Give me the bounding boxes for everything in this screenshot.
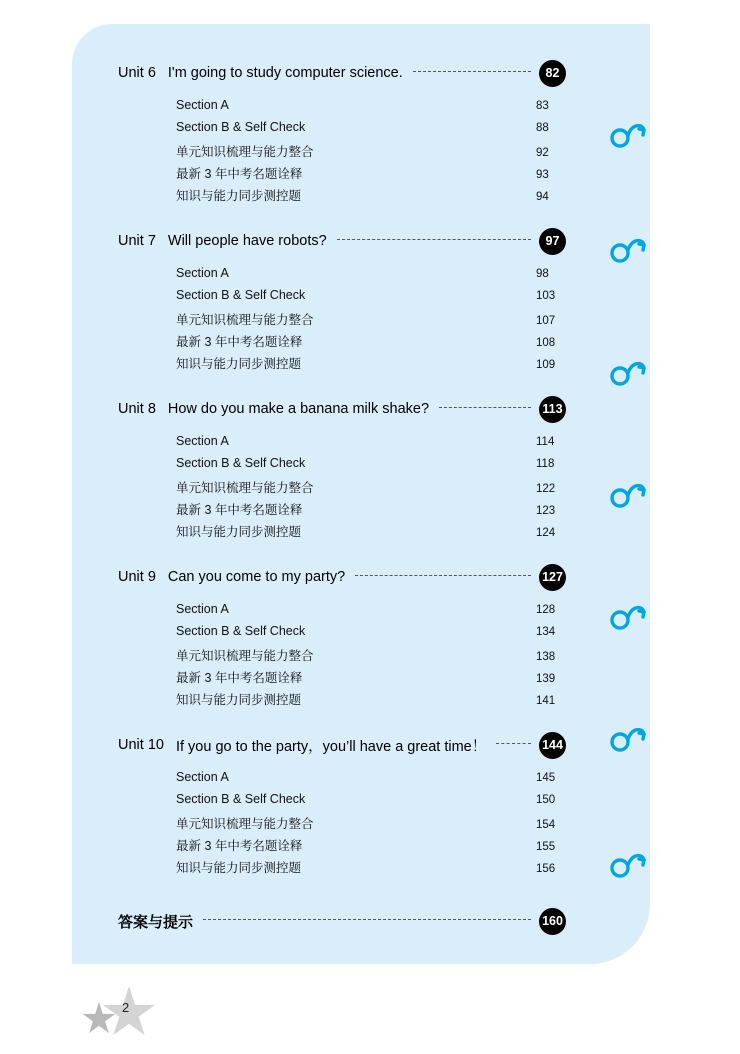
toc-sub-list: [118, 770, 566, 880]
sub-item-page: 145: [536, 772, 556, 784]
leader-dots: [413, 71, 531, 72]
list-item[interactable]: [118, 478, 566, 500]
list-item[interactable]: [118, 858, 566, 880]
sub-item-page: 98: [536, 268, 549, 280]
unit-page-badge: 127: [539, 564, 566, 591]
list-item[interactable]: [118, 602, 566, 624]
sub-item-label: 单元知识梳理与能力整合: [176, 481, 314, 495]
sub-item-label: 知识与能力同步测控题: [176, 861, 302, 875]
list-item[interactable]: [118, 164, 566, 186]
sub-item-label: Section B & Self Check: [176, 456, 306, 470]
swirl-icon: [608, 233, 648, 267]
sub-item-page: 94: [536, 191, 549, 203]
list-item[interactable]: [118, 332, 566, 354]
sub-item-label: Section A: [176, 434, 229, 448]
sub-item-page: 156: [536, 863, 556, 875]
answer-page-badge: 160: [539, 908, 566, 935]
list-item[interactable]: [118, 836, 566, 858]
swirl-icon: [608, 118, 648, 152]
leader-dots: [337, 239, 531, 240]
swirl-icon: [608, 722, 648, 756]
list-item[interactable]: [118, 792, 566, 814]
unit-label: Unit 6: [118, 65, 156, 81]
toc-sub-list: [118, 266, 566, 376]
page-footer: [74, 986, 194, 1038]
sub-item-page: 139: [536, 673, 556, 685]
sub-item-page: 114: [536, 436, 555, 448]
list-item[interactable]: [118, 186, 566, 208]
unit-title: Will people have robots?: [167, 233, 327, 249]
toc-list: [118, 58, 566, 936]
list-item[interactable]: [118, 500, 566, 522]
leader-dots: [439, 407, 531, 408]
unit-page-badge: 82: [539, 60, 566, 87]
unit-label: Unit 8: [118, 401, 156, 417]
list-item[interactable]: [118, 624, 566, 646]
sub-item-label: 单元知识梳理与能力整合: [176, 817, 314, 831]
list-item[interactable]: [118, 522, 566, 544]
answer-section-label: 答案与提示: [118, 913, 194, 931]
swirl-icon: [608, 478, 648, 512]
list-item[interactable]: [118, 266, 566, 288]
sub-item-page: 150: [536, 794, 556, 806]
list-item[interactable]: [118, 434, 566, 456]
sub-item-page: 88: [536, 122, 549, 134]
list-item[interactable]: [118, 668, 566, 690]
sub-item-page: 154: [536, 819, 556, 831]
sub-item-page: 107: [536, 315, 556, 327]
swirl-icon: [608, 600, 648, 634]
sub-item-label: 知识与能力同步测控题: [176, 525, 302, 539]
sub-item-page: 128: [536, 604, 556, 616]
sub-item-page: 138: [536, 651, 556, 663]
unit-title: Can you come to my party?: [167, 569, 346, 585]
sub-item-label: 知识与能力同步测控题: [176, 189, 302, 203]
sub-item-label: 最新 3 年中考名题诠释: [176, 839, 303, 853]
unit-page-badge: 144: [539, 732, 566, 759]
list-item[interactable]: [118, 98, 566, 120]
toc-unit-entry[interactable]: [118, 226, 566, 256]
sub-item-label: Section B & Self Check: [176, 120, 306, 134]
sub-item-label: 知识与能力同步测控题: [176, 693, 302, 707]
unit-page-badge: 97: [539, 228, 566, 255]
unit-title: How do you make a banana milk shake?: [167, 401, 430, 417]
list-item[interactable]: [118, 456, 566, 478]
sub-item-page: 122: [536, 483, 556, 495]
toc-answer-entry[interactable]: [118, 906, 566, 936]
unit-title: If you go to the party，you’ll have a great time！: [175, 738, 487, 755]
unit-page-badge: 113: [539, 396, 566, 423]
list-item[interactable]: [118, 288, 566, 310]
unit-title: I'm going to study computer science.: [167, 65, 403, 81]
leader-dots: [203, 919, 531, 920]
sub-item-label: Section A: [176, 602, 229, 616]
sub-item-page: 83: [536, 100, 549, 112]
sub-item-label: Section B & Self Check: [176, 288, 306, 302]
sub-item-label: 单元知识梳理与能力整合: [176, 145, 314, 159]
sub-item-label: Section B & Self Check: [176, 792, 306, 806]
leader-dots: [496, 743, 531, 744]
list-item[interactable]: [118, 646, 566, 668]
unit-label: Unit 9: [118, 569, 156, 585]
list-item[interactable]: [118, 770, 566, 792]
toc-unit-entry[interactable]: [118, 730, 566, 760]
toc-sub-list: [118, 98, 566, 208]
toc-sub-list: [118, 602, 566, 712]
sub-item-label: Section A: [176, 770, 229, 784]
list-item[interactable]: [118, 310, 566, 332]
list-item[interactable]: [118, 690, 566, 712]
sub-item-page: 118: [536, 458, 555, 470]
unit-label: Unit 7: [118, 233, 156, 249]
sub-item-page: 124: [536, 527, 556, 539]
sub-item-label: 最新 3 年中考名题诠释: [176, 671, 303, 685]
sub-item-label: Section B & Self Check: [176, 624, 306, 638]
swirl-icon: [608, 356, 648, 390]
sub-item-page: 109: [536, 359, 556, 371]
sub-item-page: 123: [536, 505, 556, 517]
unit-label: Unit 10: [118, 737, 164, 753]
sub-item-label: 知识与能力同步测控题: [176, 357, 302, 371]
sub-item-label: Section A: [176, 266, 229, 280]
sub-item-label: 最新 3 年中考名题诠释: [176, 167, 303, 181]
sub-item-page: 93: [536, 169, 549, 181]
sub-item-page: 108: [536, 337, 556, 349]
sub-item-label: 最新 3 年中考名题诠释: [176, 335, 303, 349]
list-item[interactable]: [118, 120, 566, 142]
sub-item-label: 最新 3 年中考名题诠释: [176, 503, 303, 517]
sub-item-page: 141: [536, 695, 556, 707]
sub-item-label: 单元知识梳理与能力整合: [176, 313, 314, 327]
sub-item-label: 单元知识梳理与能力整合: [176, 649, 314, 663]
page-number: 2: [122, 1000, 130, 1015]
list-item[interactable]: [118, 142, 566, 164]
toc-sub-list: [118, 434, 566, 544]
sub-item-label: Section A: [176, 98, 229, 112]
sub-item-page: 155: [536, 841, 556, 853]
sub-item-page: 103: [536, 290, 556, 302]
list-item[interactable]: [118, 354, 566, 376]
toc-unit-entry[interactable]: [118, 58, 566, 88]
swirl-icon: [608, 848, 648, 882]
sub-item-page: 92: [536, 147, 549, 159]
toc-unit-entry[interactable]: [118, 562, 566, 592]
toc-unit-entry[interactable]: [118, 394, 566, 424]
list-item[interactable]: [118, 814, 566, 836]
leader-dots: [355, 575, 531, 576]
sub-item-page: 134: [536, 626, 556, 638]
